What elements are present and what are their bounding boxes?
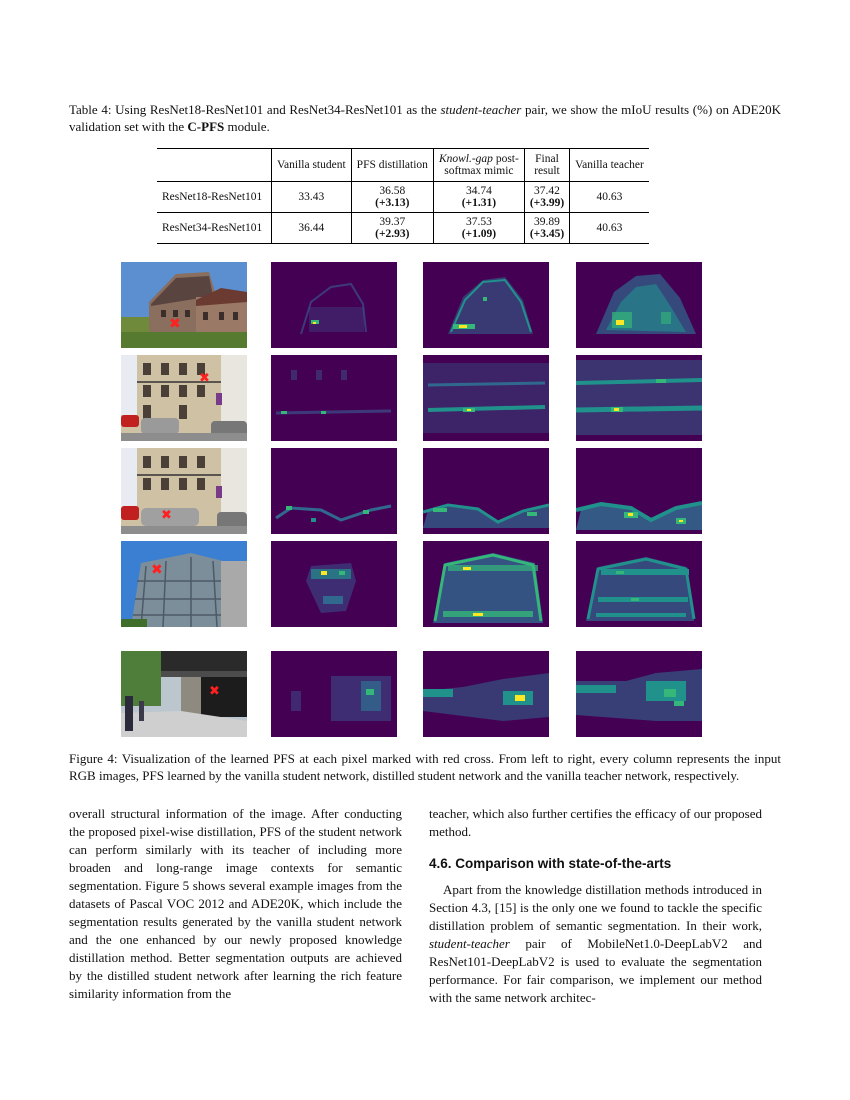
table-caption-text-2: pair, we show the mIoU results (%) on ADE20K validation set with the (69, 102, 782, 134)
table-caption-italic: student-teacher (440, 102, 522, 117)
table-caption (69, 101, 781, 135)
red-cross-marker: ✖ (199, 371, 210, 386)
pfs-vanilla-student-old-house (271, 262, 397, 348)
cell-final-gain: (+3.99) (529, 197, 565, 209)
header-kg-rest: post- (492, 153, 519, 165)
body-left-column (69, 805, 402, 1003)
results-table (157, 148, 649, 244)
pfs-vanilla-teacher-building-facade-cars (576, 448, 702, 534)
red-cross-marker: ✖ (151, 562, 163, 578)
header-kg-line2: softmax mimic (444, 165, 514, 177)
section-heading: 4.6. Comparison with state-of-the-arts (429, 856, 672, 871)
header-vanilla-teacher: Vanilla teacher (570, 149, 649, 182)
cell-final-value: 39.89 (534, 216, 560, 228)
pfs-vanilla-teacher-skyscraper (576, 541, 702, 627)
cell-pfs-value: 39.37 (379, 216, 406, 228)
table-row (157, 182, 649, 213)
cell-teacher: 40.63 (570, 182, 649, 213)
cell-pfs (351, 213, 433, 244)
cell-vanilla-student: 33.43 (272, 182, 352, 213)
header-final-line2: result (534, 165, 560, 177)
header-knowledge-gap (433, 149, 524, 182)
cell-teacher: 40.63 (570, 213, 649, 244)
red-cross-marker: ✖ (161, 508, 172, 523)
pfs-vanilla-student-building-facade-sky (271, 355, 397, 441)
pfs-distilled-student-building-facade-sky (423, 355, 549, 441)
cell-kg-gain: (+1.09) (461, 228, 497, 240)
pfs-vanilla-teacher-shopfront-street (576, 651, 702, 737)
pfs-distilled-student-building-facade-cars (423, 448, 549, 534)
row-label: ResNet34-ResNet101 (162, 222, 263, 234)
body-text: Apart from the knowledge distillation methods introduced in Section 4.3, [15] is the only one we found to tackle the specific distillation problem of semantic segmentation. In their work, (429, 882, 762, 933)
body-paragraph (429, 881, 762, 1007)
red-cross-marker: ✖ (169, 316, 181, 332)
body-text-italic: student-teacher (429, 936, 510, 951)
pfs-vanilla-student-building-facade-cars (271, 448, 397, 534)
cell-vanilla-student: 36.44 (272, 213, 352, 244)
cell-kg (433, 182, 524, 213)
pfs-distilled-student-skyscraper (423, 541, 549, 627)
pfs-vanilla-student-shopfront-street (271, 651, 397, 737)
body-paragraph: overall structural information of the image. After conducting the proposed pixel-wise distillation, PFS of the student network can perform similarly with its teacher of including more broaden and long-range image contexts for semantic segmentation. Figure 5 shows several example images from the datasets of Pascal VOC 2012 and ADE20K, which include the segmentation results generated by the vanilla student network and the one enhanced by our newly proposed knowledge distillation method. Better segmentation outputs are achieved by the distilled student network after learning the rich feature similarity information from the (69, 806, 402, 1001)
pfs-distilled-student-shopfront-street (423, 651, 549, 737)
cell-pfs (351, 182, 433, 213)
cell-kg-gain: (+1.31) (461, 197, 497, 209)
cell-kg-value: 34.74 (465, 185, 492, 197)
header-vanilla-student: Vanilla student (272, 149, 352, 182)
figure-caption: Figure 4: Visualization of the learned PFS at each pixel marked with red cross. From left to right, every column represents the input RGB images, PFS learned by the vanilla student network, distilled student network and the vanilla teacher network, respectively. (69, 751, 781, 783)
header-pfs-distillation: PFS distillation (351, 149, 433, 182)
header-final-line1: Final (535, 153, 559, 165)
body-paragraph: teacher, which also further certifies the efficacy of our proposed method. (429, 806, 762, 839)
pfs-vanilla-teacher-building-facade-sky (576, 355, 702, 441)
table-caption-bold: C-PFS (187, 119, 225, 134)
red-cross-marker: ✖ (209, 684, 220, 699)
cell-final (524, 182, 569, 213)
pfs-distilled-student-old-house (423, 262, 549, 348)
table-header-row (157, 149, 649, 182)
cell-pfs-gain: (+2.93) (375, 228, 410, 240)
cell-final (524, 213, 569, 244)
input-image-building-facade-sky (121, 355, 247, 441)
input-image-building-facade-cars (121, 448, 247, 534)
table-caption-text: Table 4: Using ResNet18-ResNet101 and ResNet34-ResNet101 as the (69, 102, 441, 117)
table-row (157, 213, 649, 244)
cell-kg-value: 37.53 (465, 216, 492, 228)
header-empty (157, 149, 272, 182)
cell-kg (433, 213, 524, 244)
input-image-old-house (121, 262, 247, 348)
cell-final-gain: (+3.45) (529, 228, 565, 240)
pfs-vanilla-student-skyscraper (271, 541, 397, 627)
body-right-column (429, 805, 762, 1007)
header-kg-italic: Knowl.-gap (438, 153, 493, 165)
cell-pfs-gain: (+3.13) (375, 197, 410, 209)
table-caption-suffix: module. (224, 119, 270, 134)
cell-final-value: 37.42 (534, 185, 560, 197)
row-label: ResNet18-ResNet101 (162, 191, 263, 203)
pfs-vanilla-teacher-old-house (576, 262, 702, 348)
body-text: pair of MobileNet1.0-DeepLabV2 and ResNet101-DeepLabV2 is used to evaluate the segmentation performance. For fair comparison, we implement our method with the same network architec- (429, 936, 762, 1005)
cell-pfs-value: 36.58 (379, 185, 406, 197)
input-image-skyscraper (121, 541, 247, 627)
input-image-shopfront-street (121, 651, 247, 737)
header-final-result (524, 149, 569, 182)
